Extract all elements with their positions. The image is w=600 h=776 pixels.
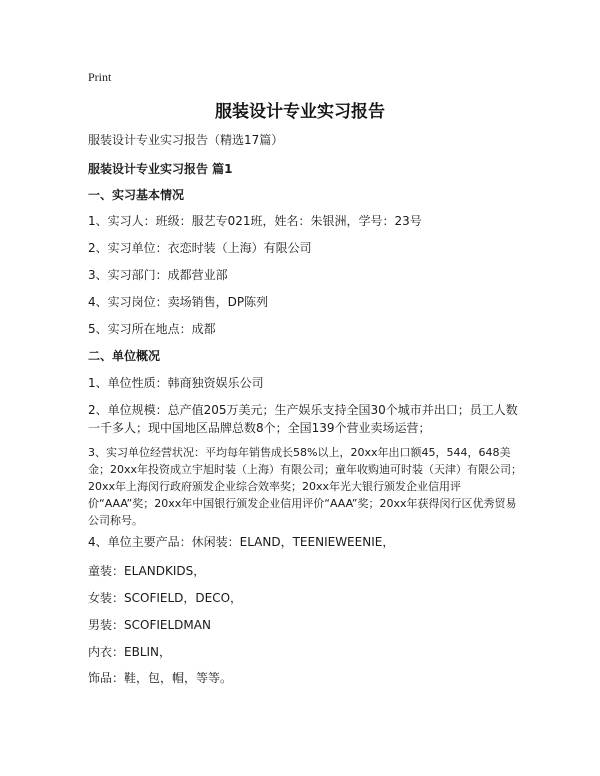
product-line: 女装：SCOFIELD，DECO， (88, 591, 243, 605)
section-heading: 服装设计专业实习报告 篇1 (88, 162, 233, 176)
product-line: 内衣：EBLIN， (88, 645, 172, 659)
print-link[interactable]: Print (88, 70, 112, 84)
part2-heading: 二、单位概况 (88, 349, 161, 363)
product-line: 饰品：鞋，包，帽，等等。 (88, 671, 233, 685)
document-subtitle: 服装设计专业实习报告（精选17篇） (88, 133, 284, 147)
part1-item: 1、实习人：班级：服艺专021班，姓名：朱银洲，学号：23号 (88, 214, 422, 228)
document-title: 服装设计专业实习报告 (215, 102, 385, 122)
part1-item: 3、实习部门：成都营业部 (88, 268, 228, 282)
part2-item-operations: 3、实习单位经营状况：平均每年销售成长58%以上，20xx年出口额45，544，648美金；20xx年投资成立宇旭时装（上海）有限公司；童年收购迪可时装（天津）有限公司；20xx年上海闵行政府颁发企业综合效率奖；20xx年光大银行颁发企业信用评价“AAA”奖；20xx年中国银行颁发企业信用评价“AAA”奖；20xx年获得闵行区优秀贸易公司称号。 (88, 446, 523, 527)
part2-item-scale: 2、单位规模：总产值205万美元；生产娱乐支持全国30个城市并出口；员工人数一千多人；现中国地区品牌总数8个；全国139个营业卖场运营； (88, 403, 518, 435)
part1-item: 5、实习所在地点：成都 (88, 322, 216, 336)
part2-item: 1、单位性质：韩商独资娱乐公司 (88, 376, 264, 390)
part1-item: 2、实习单位：衣恋时装（上海）有限公司 (88, 241, 312, 255)
part1-heading: 一、实习基本情况 (88, 188, 185, 202)
part2-item-products: 4、单位主要产品：休闲装：ELAND，TEENIEWEENIE， (88, 535, 395, 549)
part1-item: 4、实习岗位：卖场销售，DP陈列 (88, 295, 269, 309)
product-line: 童装：ELANDKIDS， (88, 564, 206, 578)
product-line: 男装：SCOFIELDMAN (88, 618, 211, 632)
